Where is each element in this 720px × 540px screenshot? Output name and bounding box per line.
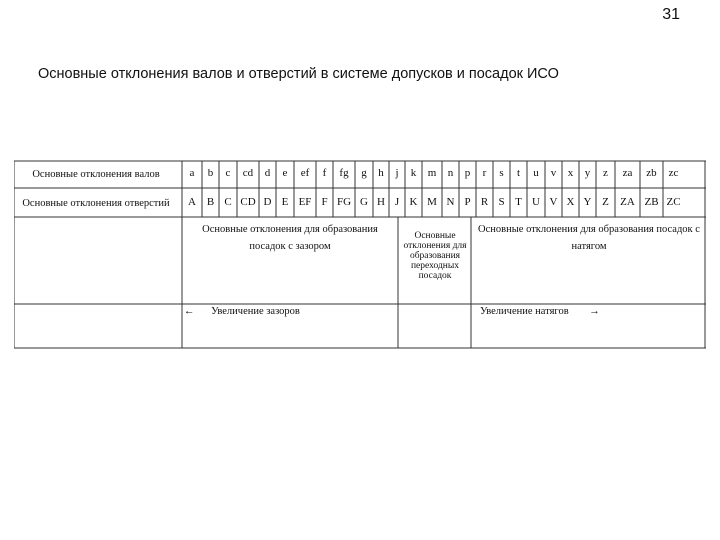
hole-letter-cell: U <box>532 196 540 209</box>
hole-letter-cell: D <box>263 196 272 209</box>
hole-letter-cell: C <box>224 196 232 209</box>
shaft-letter-cell: p <box>464 167 471 180</box>
hole-letter-cell: Y <box>583 196 592 209</box>
clearance-fits-label: Основные отклонения для образования посадок с зазором <box>202 224 378 252</box>
hole-letter-cell: ZC <box>666 196 681 209</box>
shaft-letter-cell: x <box>567 167 574 180</box>
clearance-increase <box>184 306 300 317</box>
shaft-letter-cell: n <box>447 167 454 180</box>
shaft-letter-cell: u <box>533 167 539 180</box>
shaft-letter-cell: zb <box>646 167 657 180</box>
hole-letter-cell: B <box>206 196 215 209</box>
hole-letter-cell: R <box>480 196 489 209</box>
shaft-letter-cell: t <box>516 167 521 180</box>
shaft-letter-cell: d <box>264 167 271 180</box>
holes-row-header: Основные отклонения отверстий <box>22 197 170 209</box>
hole-letter-cell: P <box>464 196 471 209</box>
hole-letter-cell: J <box>394 196 400 209</box>
shafts-row-header: Основные отклонения валов <box>32 169 160 181</box>
shaft-letter-cell: a <box>189 167 195 180</box>
hole-letter-cell: ZB <box>644 196 659 209</box>
transition-fits-label: Основные отклонения для образования переходных посадок <box>403 231 467 281</box>
clearance-increase-label: Увеличение зазоров <box>211 306 300 317</box>
interference-increase <box>480 306 600 317</box>
shaft-letter-cell: m <box>427 167 437 180</box>
hole-letter-cell: X <box>566 196 575 209</box>
shaft-letter-cell: z <box>603 167 608 180</box>
hole-letter-cell: N <box>446 196 455 209</box>
page-number: 31 <box>662 6 680 23</box>
shaft-letter-cell: c <box>225 167 231 180</box>
shaft-letter-cell: b <box>207 167 214 180</box>
shaft-letter-cell: g <box>361 167 367 180</box>
shaft-letter-cell: ef <box>300 167 310 180</box>
shaft-letter-cell: v <box>550 167 557 180</box>
hole-letter-cell: T <box>515 196 522 209</box>
hole-letter-cell: M <box>427 196 437 209</box>
hole-letter-cell: V <box>549 196 558 209</box>
hole-letter-cell: S <box>498 196 505 209</box>
right-arrow-icon: → <box>589 306 600 317</box>
hole-letter-cell: G <box>360 196 368 209</box>
hole-letter-cell: F <box>321 196 328 209</box>
shaft-letter-cell: fg <box>339 167 349 180</box>
deviations-table <box>14 160 706 350</box>
hole-letter-cell: ZA <box>620 196 635 209</box>
interference-fits-label: Основные отклонения для образования посадок с натягом <box>478 224 700 252</box>
shaft-letter-cell: k <box>410 167 417 180</box>
shaft-letter-cell: f <box>322 167 327 180</box>
shaft-letter-cell: y <box>584 167 591 180</box>
hole-letter-cell: CD <box>240 196 256 209</box>
left-arrow-icon: ← <box>184 306 195 317</box>
hole-letter-cell: Z <box>602 196 609 209</box>
hole-letter-cell: H <box>377 196 385 209</box>
shaft-letter-cell: s <box>499 167 504 180</box>
hole-letter-cell: EF <box>298 196 312 209</box>
hole-letter-cell: FG <box>336 196 352 209</box>
hole-letter-cell: E <box>281 196 289 209</box>
shaft-letter-cell: za <box>622 167 633 180</box>
shaft-letter-cell: h <box>378 167 384 180</box>
page-title: Основные отклонения валов и отверстий в системе допусков и посадок ИСО <box>38 66 559 82</box>
shaft-letter-cell: zc <box>668 167 679 180</box>
shaft-letter-cell: j <box>395 167 399 180</box>
shaft-letter-cell: cd <box>242 167 254 180</box>
shaft-letter-cell: r <box>482 167 487 180</box>
shaft-letter-cell: e <box>282 167 288 180</box>
interference-increase-label: Увеличение натягов <box>480 306 569 317</box>
hole-letter-cell: K <box>409 196 418 209</box>
hole-letter-cell: A <box>188 196 196 209</box>
